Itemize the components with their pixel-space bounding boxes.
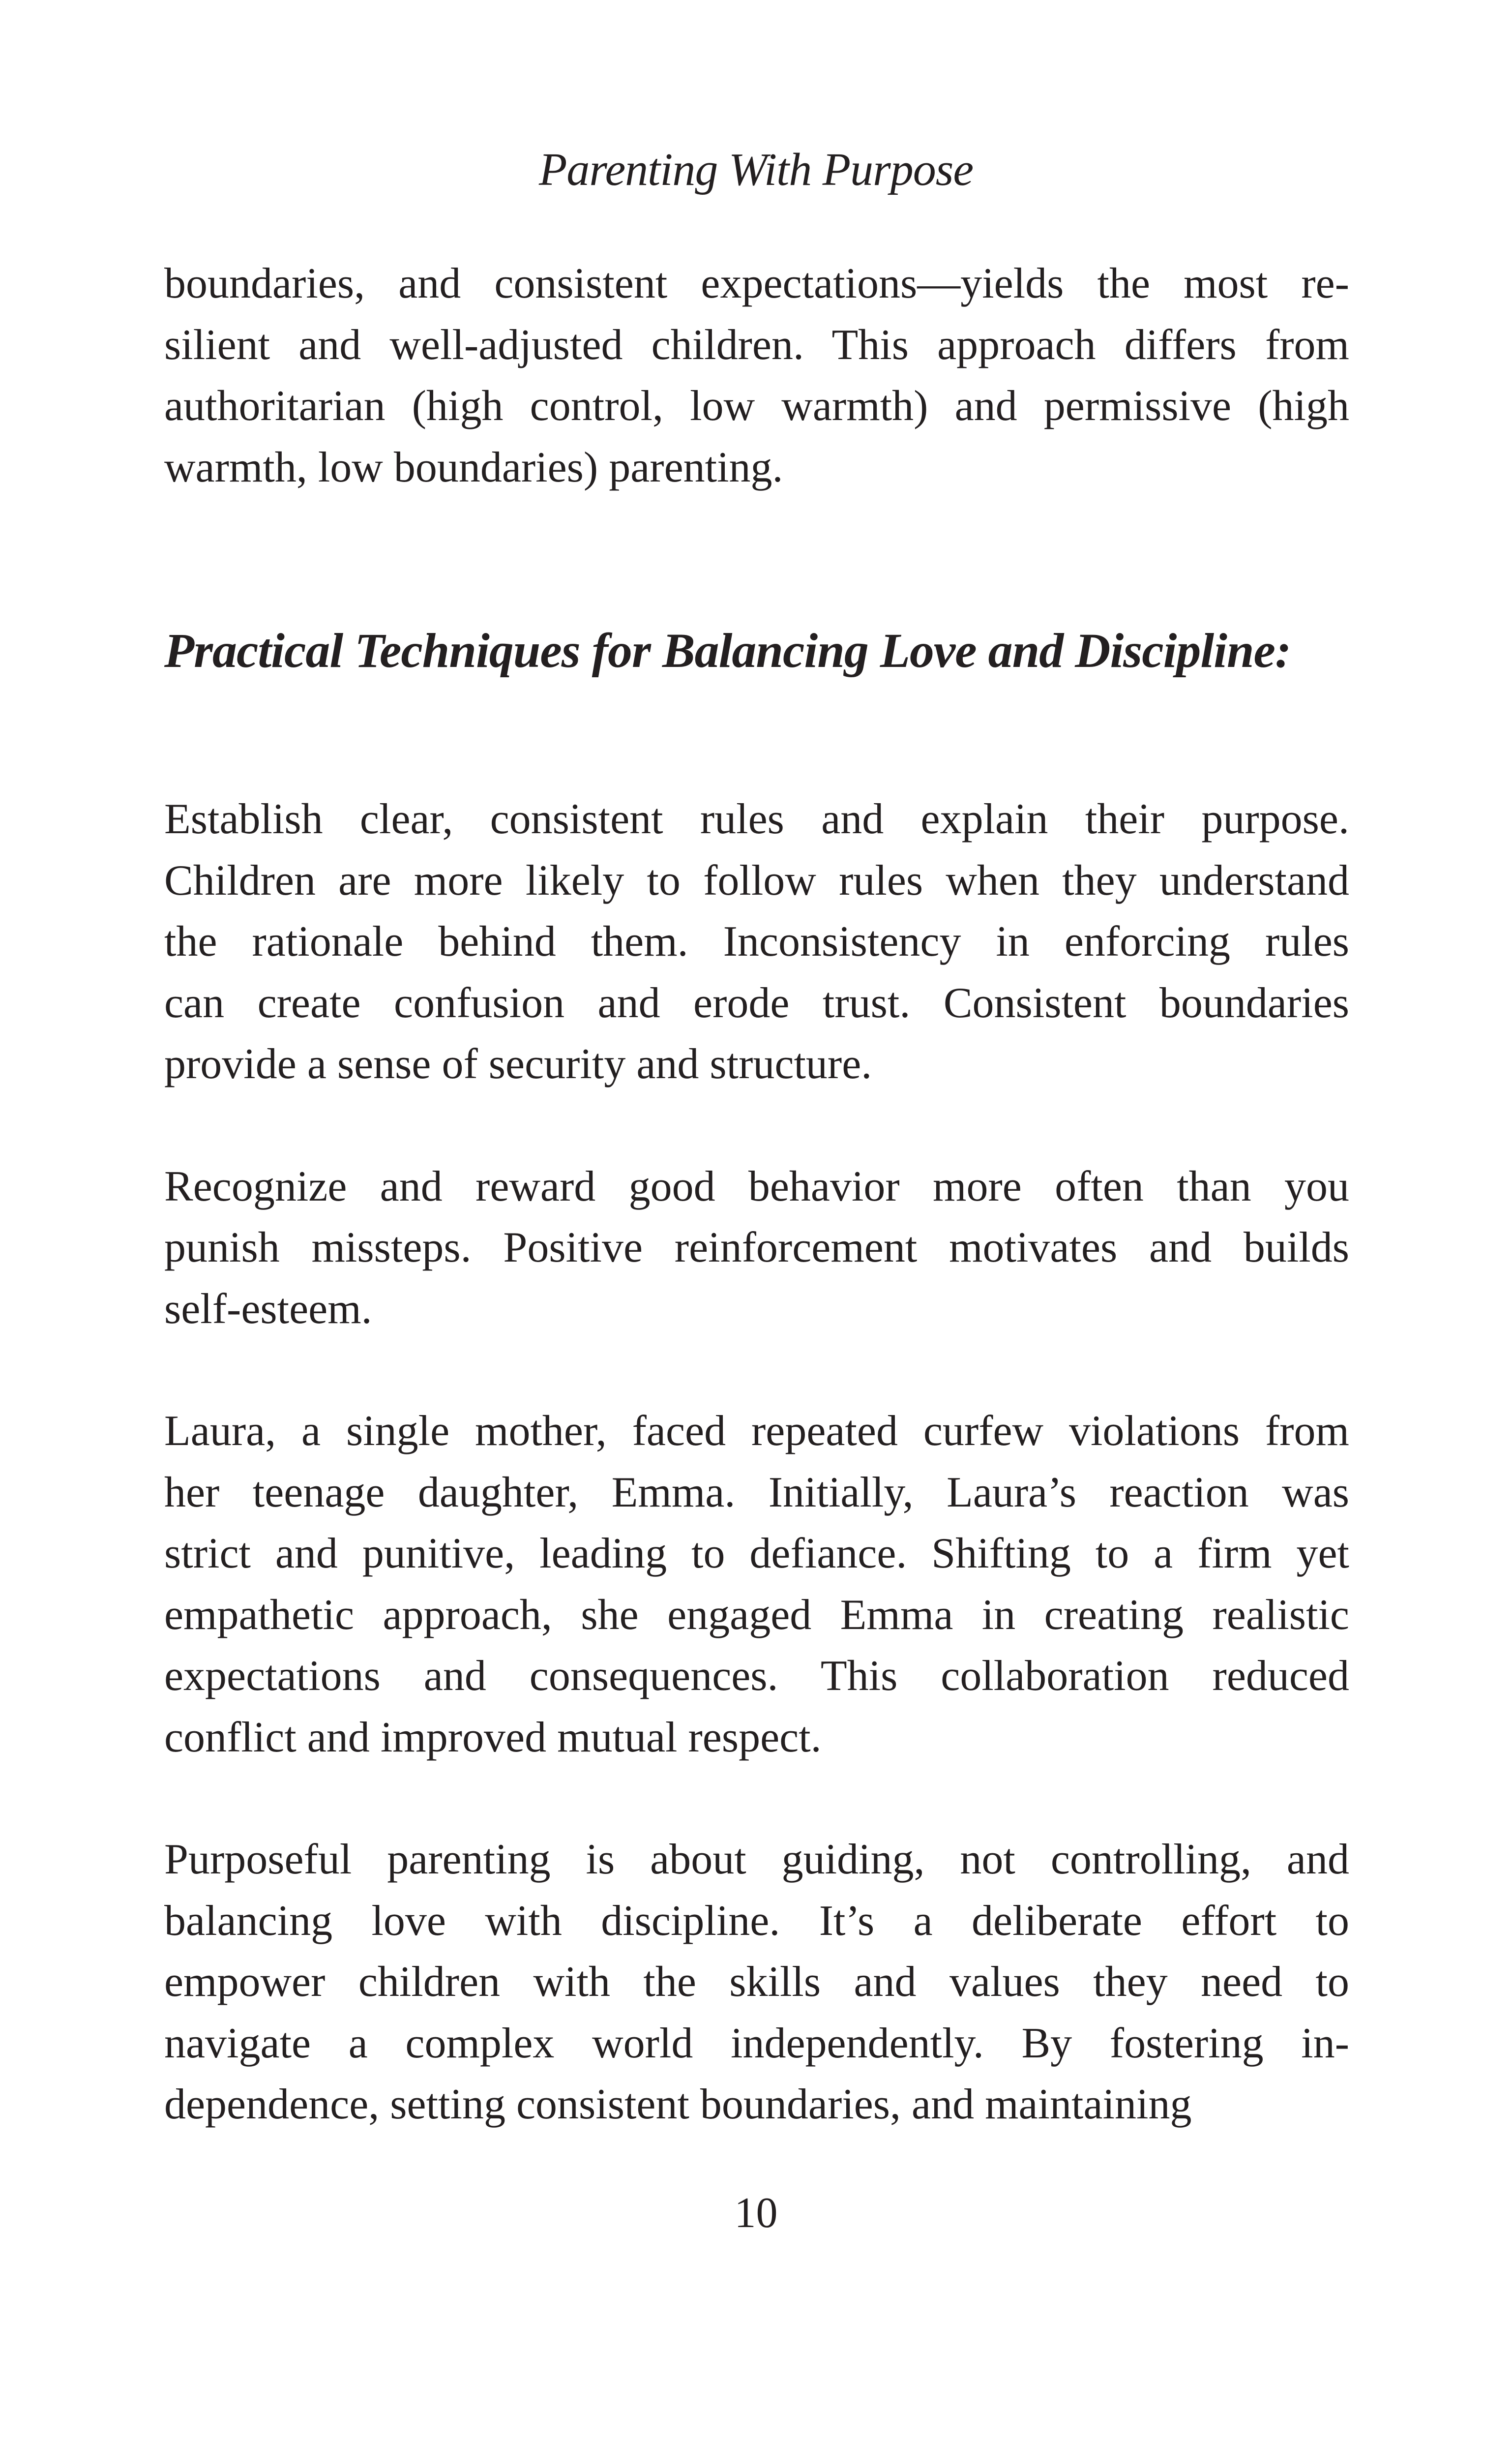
running-header-title: Parenting With Purpose: [538, 144, 974, 195]
section-heading: Practical Techniques for Balancing Love and Discipline:: [164, 623, 1291, 678]
text-line: self-esteem.: [164, 1285, 372, 1333]
text-line: provide a sense of security and structure.: [164, 1040, 872, 1088]
text-line: Establish clear, consistent rules and explain their purpose.: [164, 795, 1349, 843]
text-line: navigate a complex world independently. By fostering in-: [164, 2019, 1349, 2067]
text-line: Children are more likely to follow rules when they understand: [164, 856, 1349, 905]
text-line: dependence, setting consistent boundaries, and maintaining: [164, 2081, 1192, 2128]
paragraph-example-laura: [164, 1401, 1349, 1768]
text-line: warmth, low boundaries) parenting.: [164, 443, 783, 491]
text-line: Laura, a single mother, faced repeated curfew violations from: [164, 1407, 1349, 1455]
page-body: [164, 253, 1349, 2136]
paragraph-rules: [164, 789, 1349, 1095]
paragraph-continued: [164, 253, 1349, 498]
text-line: expectations and consequences. This collaboration reduced: [164, 1652, 1349, 1700]
text-line: Purposeful parenting is about guiding, not controlling, and: [164, 1836, 1349, 1883]
text-line: the rationale behind them. Inconsistency in enforcing rules: [164, 918, 1349, 965]
text-line: silient and well-adjusted children. This approach differs from: [164, 321, 1349, 369]
paragraph-purposeful-parenting: [164, 1829, 1349, 2136]
text-line: her teenage daughter, Emma. Initially, Laura’s reaction was: [164, 1468, 1349, 1516]
text-line: balancing love with discipline. It’s a deliberate effort to: [164, 1897, 1349, 1945]
text-line: empower children with the skills and values they need to: [164, 1958, 1349, 2006]
text-line: strict and punitive, leading to defiance. Shifting to a firm yet: [164, 1530, 1349, 1577]
page-number: 10: [734, 2189, 778, 2237]
text-line: punish missteps. Positive reinforcement motivates and builds: [164, 1224, 1349, 1271]
paragraph-reinforcement: [164, 1156, 1349, 1340]
text-line: can create confusion and erode trust. Consistent boundaries: [164, 979, 1349, 1027]
text-line: conflict and improved mutual respect.: [164, 1713, 822, 1761]
text-line: Recognize and reward good behavior more often than you: [164, 1162, 1349, 1210]
text-line: empathetic approach, she engaged Emma in creating realistic: [164, 1591, 1349, 1639]
text-line: boundaries, and consistent expectations—yields the most re-: [164, 260, 1349, 307]
text-line: authoritarian (high control, low warmth) and permissive (high: [164, 382, 1349, 430]
